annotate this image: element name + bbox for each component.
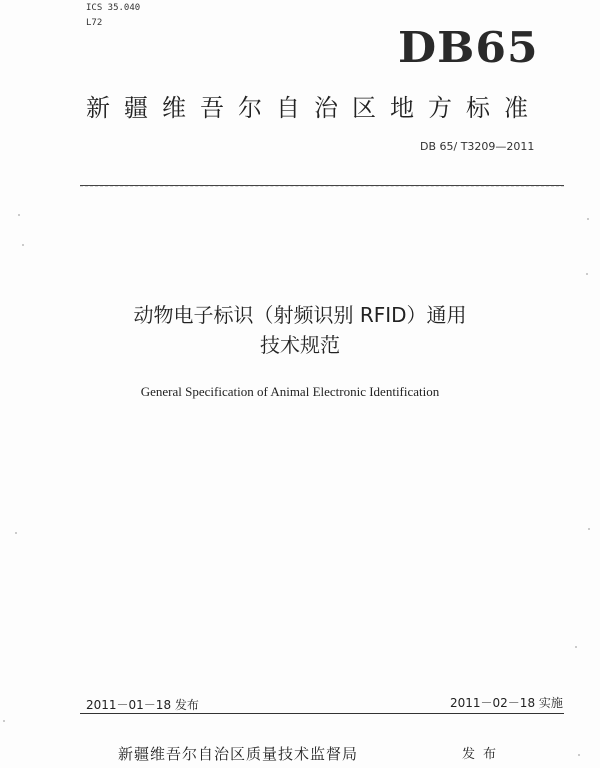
scan-speck — [575, 646, 577, 648]
footer-divider — [80, 713, 564, 714]
document-title-cn-line1: 动物电子标识（射频识别 RFID）通用 — [133, 303, 467, 327]
db65-logo: DB65 — [398, 24, 539, 73]
implementation-date: 2011－02－18 实施 — [450, 696, 563, 710]
ics-code: ICS 35.040 — [86, 3, 141, 13]
scan-speck — [18, 214, 20, 216]
scan-speck — [578, 754, 580, 756]
scan-speck — [588, 528, 590, 530]
standard-code: DB 65/ T3209—2011 — [420, 140, 535, 153]
scan-speck — [587, 218, 589, 220]
issue-date: 2011－01－18 发布 — [86, 698, 199, 712]
header-divider-shadow — [80, 186, 564, 188]
scan-speck — [3, 720, 5, 722]
scan-speck — [586, 273, 588, 275]
publish-label: 发布 — [462, 747, 505, 762]
publisher-name: 新疆维吾尔自治区质量技术监督局 — [118, 745, 359, 763]
document-title-cn-line2: 技术规范 — [260, 333, 340, 357]
document-title-cn — [0, 300, 600, 360]
scan-speck — [22, 244, 24, 246]
ccs-code: L72 — [86, 18, 103, 28]
scan-speck — [15, 532, 17, 534]
document-title-en: General Specification of Animal Electronic Identification — [140, 384, 440, 399]
standard-category-title: 新疆维吾尔自治区地方标准 — [86, 94, 542, 122]
